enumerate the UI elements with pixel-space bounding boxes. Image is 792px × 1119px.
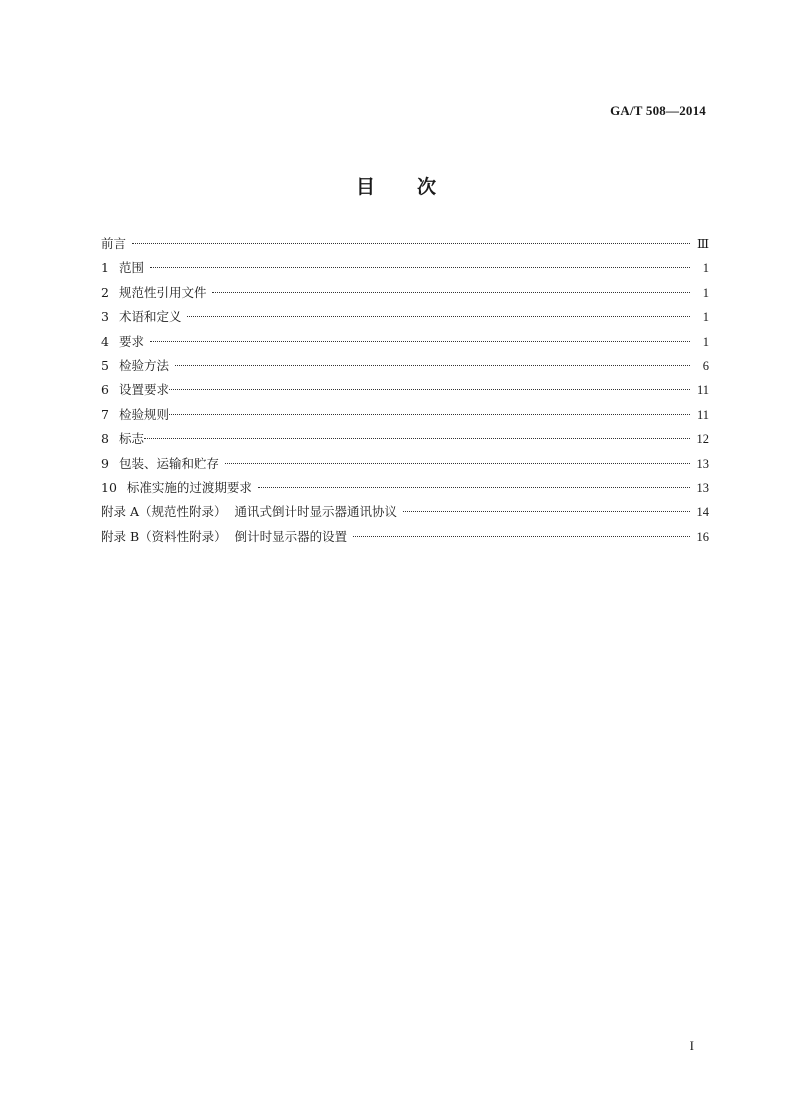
toc-leader-dots [225, 463, 690, 464]
toc-entry-label: 6 设置要求 [101, 382, 169, 398]
toc-entry-page: 1 [702, 285, 709, 300]
toc-entry-label: 10 标准实施的过渡期要求 [101, 479, 252, 495]
toc-entry-number: 4 [101, 333, 109, 349]
toc-entry-page: 16 [696, 529, 709, 544]
toc-leader-dots [169, 389, 690, 390]
toc-leader-dots [258, 487, 690, 488]
toc-entry-number: 8 [101, 431, 109, 447]
toc-entry-label: 7 检验规则 [101, 406, 169, 422]
toc-entry-7[interactable] [101, 405, 709, 429]
toc-entry-page: 1 [702, 261, 709, 276]
page-title [0, 172, 792, 199]
toc-entry-number: 9 [101, 455, 109, 471]
toc-entry-foreword[interactable] [101, 234, 709, 258]
toc-entry-9[interactable] [101, 454, 709, 478]
toc-entry-label: 1 范围 [101, 260, 144, 276]
toc-entry-4[interactable] [101, 332, 709, 356]
toc-entry-number: 5 [101, 357, 109, 373]
toc-entry-page: 11 [696, 383, 709, 398]
toc-leader-dots [144, 438, 690, 439]
toc-leader-dots [169, 414, 690, 415]
toc-entry-label: 4 要求 [101, 333, 144, 349]
toc-leader-dots [187, 316, 690, 317]
toc-entry-5[interactable] [101, 356, 709, 380]
toc-entry-number: 6 [101, 382, 109, 398]
toc-entry-label: 8 标志 [101, 431, 144, 447]
toc-entry-number: 3 [101, 309, 109, 325]
toc-entry-page: 13 [696, 456, 709, 471]
toc-entry-label: 3 术语和定义 [101, 309, 182, 325]
toc-leader-dots [353, 536, 690, 537]
toc-entry-appendix-b[interactable] [101, 527, 709, 551]
toc-entry-page: 6 [702, 358, 709, 373]
toc-entry-page: 13 [696, 480, 709, 495]
toc-entry-page: 12 [696, 432, 709, 447]
toc-entry-number: 10 [101, 479, 117, 495]
toc-entry-1[interactable] [101, 258, 709, 282]
toc-entry-label: 前言 [101, 236, 127, 251]
title-char-1: 目 [355, 176, 375, 198]
toc-leader-dots [150, 267, 690, 268]
toc-entry-page: 1 [702, 334, 709, 349]
toc-leader-dots [403, 511, 690, 512]
toc-entry-label: 5 检验方法 [101, 357, 169, 373]
toc-entry-3[interactable] [101, 307, 709, 331]
toc-leader-dots [212, 292, 690, 293]
toc-entry-page: 14 [696, 505, 709, 520]
page-number: I [689, 1038, 694, 1053]
toc-entry-10[interactable] [101, 478, 709, 502]
toc-entry-number: 1 [101, 260, 109, 276]
toc-entry-page: 1 [702, 310, 709, 325]
toc-entry-6[interactable] [101, 380, 709, 404]
toc-entry-label: 附录 B（资料性附录） 倒计时显示器的设置 [101, 528, 348, 544]
table-of-contents [101, 234, 709, 551]
toc-entry-page: Ⅲ [696, 237, 709, 251]
toc-entry-label: 2 规范性引用文件 [101, 284, 207, 300]
toc-entry-number: 7 [101, 406, 109, 422]
toc-leader-dots [150, 341, 690, 342]
title-char-2: 次 [417, 176, 437, 198]
toc-entry-appendix-a[interactable] [101, 502, 709, 526]
toc-leader-dots [175, 365, 690, 366]
toc-entry-label: 附录 A（规范性附录） 通讯式倒计时显示器通讯协议 [101, 504, 397, 520]
toc-leader-dots [132, 243, 690, 244]
standard-code: GA/T 508—2014 [610, 103, 706, 118]
toc-entry-page: 11 [696, 407, 709, 422]
toc-entry-2[interactable] [101, 283, 709, 307]
toc-entry-number: 2 [101, 284, 109, 300]
toc-entry-label: 9 包装、运输和贮存 [101, 455, 219, 471]
toc-entry-8[interactable] [101, 429, 709, 453]
